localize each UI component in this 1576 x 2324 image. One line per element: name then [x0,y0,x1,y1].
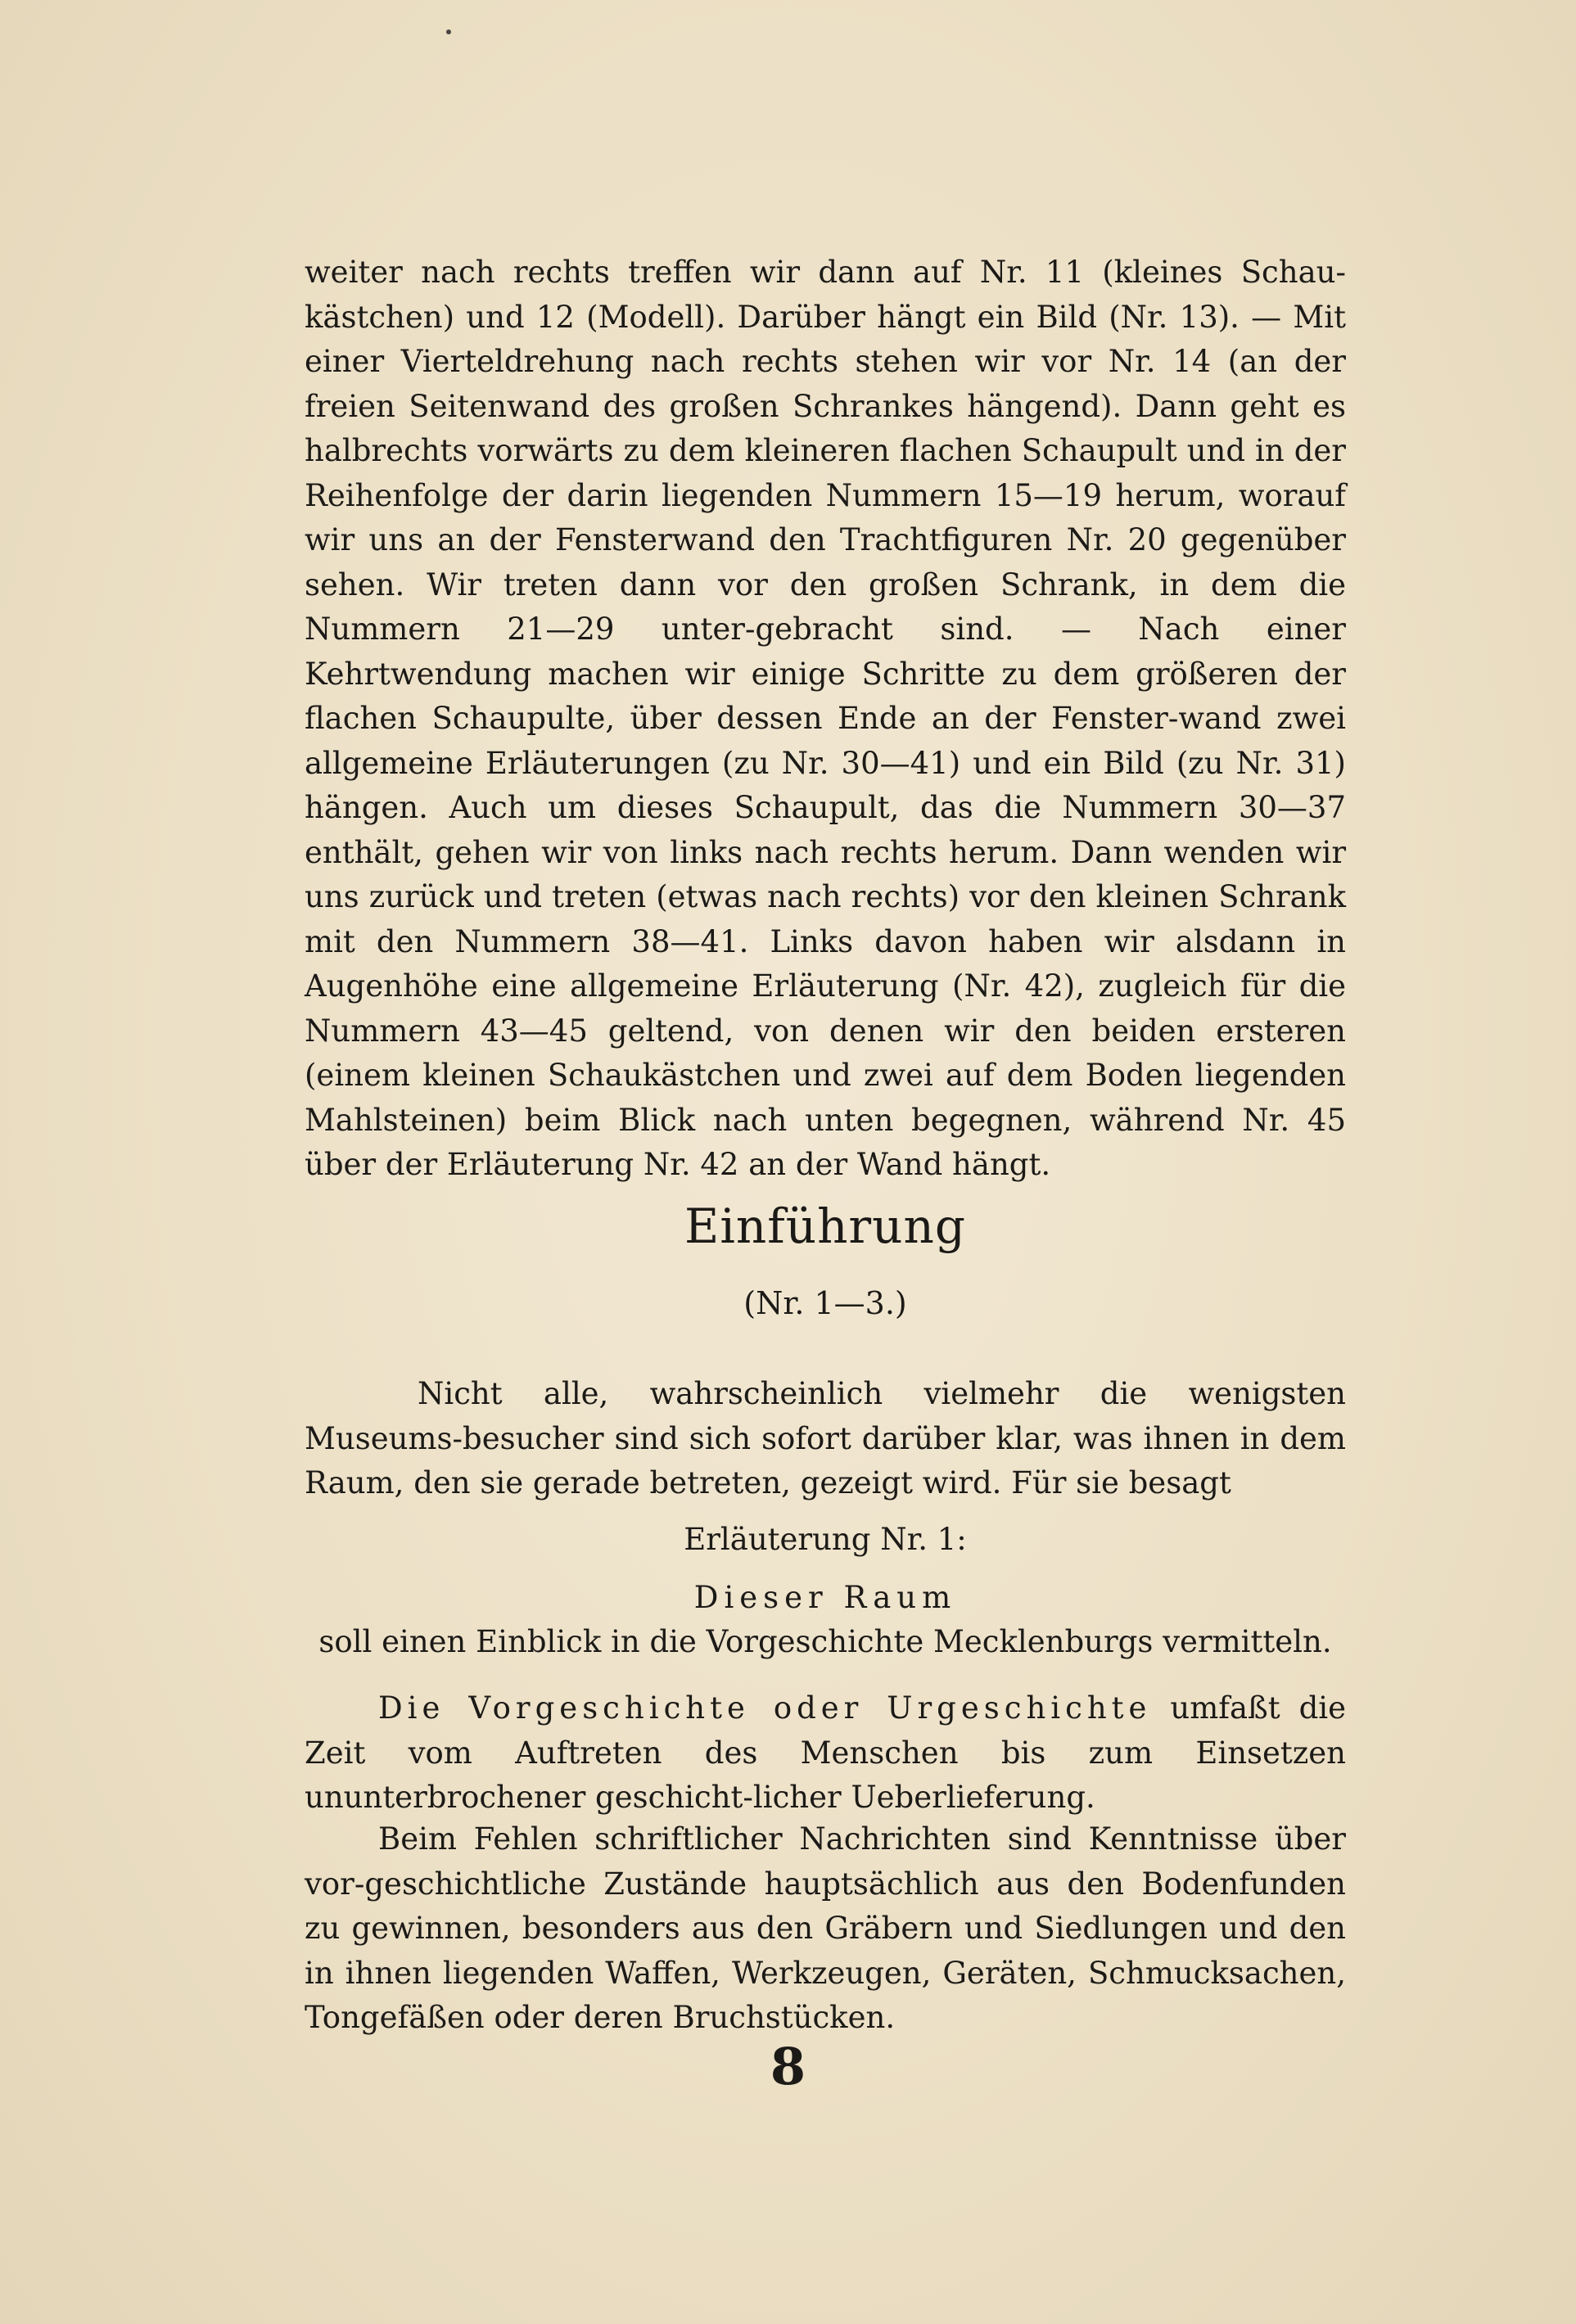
explanation-text: soll einen Einblick in die Vorgeschichte Mecklenburgs vermitteln. [318,1624,1332,1659]
section-heading: Einführung [684,1198,966,1254]
paragraph-intro: Nicht alle, wahrscheinlich vielmehr die wenigsten Museums-besucher sind sich sofort darüber klar, was ihnen in dem Raum, den sie gerade betreten, gezeigt wird. Für sie besagt [305,1376,1346,1500]
definition-text: umfaßt die Zeit vom Auftreten des Menschen bis zum Einsetzen ununterbrochener geschicht-licher Ueberlieferung. [305,1690,1346,1815]
paragraph-sources: Beim Fehlen schriftlicher Nachrichten sind Kenntnisse über vor-geschichtliche Zustände hauptsächlich aus den Bodenfunden zu gewinnen, besonders aus den Gräbern und Siedlungen und den in ihnen liegenden Waffen, Werkzeugen, Geräten, Schmucksachen, Tongefäßen oder deren Bruchstücken. [305,1821,1346,2035]
explanation-label: Erläuterung Nr. 1: [684,1522,967,1557]
page-number: 8 [770,2037,806,2096]
paragraph-prehistory-definition [305,1686,1346,1821]
explanation-title: Dieser Raum [693,1580,957,1615]
paper-speck [446,29,451,34]
spaced-term: Die Vorgeschichte oder Urgeschichte [378,1690,1152,1726]
paragraph-route-description: weiter nach rechts treffen wir dann auf Nr. 11 (kleines Schau-kästchen) und 12 (Modell). Darüber hängt ein Bild (Nr. 13). — Mit einer Vierteldrehung nach rechts stehen wir vor Nr. 14 (an der freien Seitenwand des großen Schrankes hängend). Dann geht es halbrechts vorwärts zu dem kleineren flachen Schaupult und in der Reihenfolge der darin liegenden Nummern 15—19 herum, worauf wir uns an der Fensterwand den Trachtfiguren Nr. 20 gegenüber sehen. Wir treten dann vor den großen Schrank, in dem die Nummern 21—29 unter-gebracht sind. — Nach einer Kehrtwendung machen wir einige Schritte zu dem größeren der flachen Schaupulte, über dessen Ende an der Fenster-wand zwei allgemeine Erläuterungen (zu Nr. 30—41) und ein Bild (zu Nr. 31) hängen. Auch um dieses Schaupult, das die Nummern 30—37 enthält, gehen wir von links nach rechts herum. Dann wenden wir uns zurück und treten (etwas nach rechts) vor den kleinen Schrank mit den Nummern 38—41. Links davon haben wir alsdann in Augenhöhe eine allgemeine Erläuterung (Nr. 42), zugleich für die Nummern 43—45 geltend, von denen wir den beiden ersteren (einem kleinen Schaukästchen und zwei auf dem Boden liegenden Mahlsteinen) beim Blick nach unten begegnen, während Nr. 45 über der Erläuterung Nr. 42 an der Wand hängt. [305,255,1346,1182]
section-subheading: (Nr. 1—3.) [743,1285,907,1321]
